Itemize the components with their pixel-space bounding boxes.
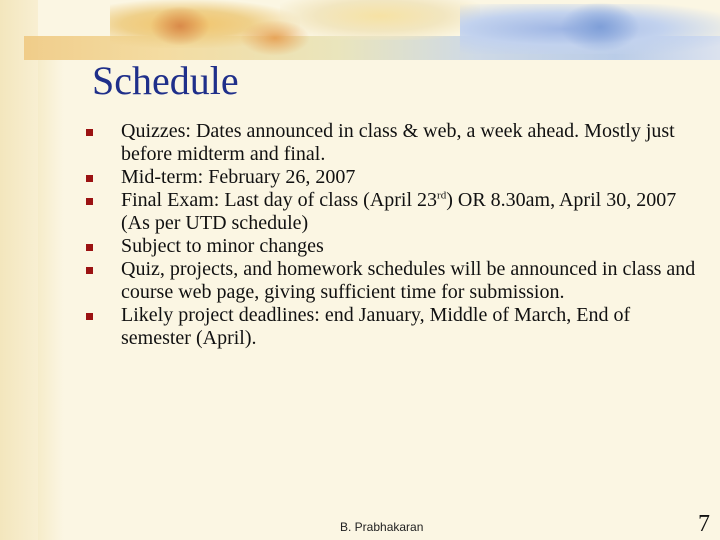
square-bullet-icon bbox=[86, 313, 93, 320]
bullet-text-before: Final Exam: Last day of class (April 23 bbox=[121, 189, 438, 211]
bullet-item bbox=[84, 304, 704, 350]
page-number: 7 bbox=[698, 511, 710, 537]
slide-title: Schedule bbox=[92, 58, 239, 103]
bullet-item bbox=[84, 189, 704, 235]
bullet-text: Likely project deadlines: end January, Middle of March, End of semester (April). bbox=[121, 304, 631, 349]
bullet-text-after: ) OR 8.30am, April 30, 2007 (As per UTD schedule) bbox=[121, 189, 677, 234]
bullet-text: Quizzes: Dates announced in class & web, a week ahead. Mostly just before midterm and final. bbox=[121, 120, 675, 165]
banner-pattern bbox=[280, 0, 480, 40]
square-bullet-icon bbox=[86, 244, 93, 251]
bullet-list bbox=[84, 120, 704, 350]
footer-author: B. Prabhakaran bbox=[340, 520, 424, 534]
left-decorative-band-inner bbox=[38, 60, 64, 540]
bullet-text: Subject to minor changes bbox=[121, 235, 324, 257]
header-decorative-banner bbox=[0, 0, 720, 62]
square-bullet-icon bbox=[86, 175, 93, 182]
square-bullet-icon bbox=[86, 267, 93, 274]
square-bullet-icon bbox=[86, 129, 93, 136]
square-bullet-icon bbox=[86, 198, 93, 205]
bullet-item bbox=[84, 120, 704, 166]
bullet-item bbox=[84, 258, 704, 304]
left-decorative-band bbox=[0, 0, 38, 540]
bullet-text: Mid-term: February 26, 2007 bbox=[121, 166, 356, 188]
banner-pattern bbox=[560, 2, 640, 52]
banner-pattern bbox=[150, 6, 210, 46]
bullet-text: Quiz, projects, and homework schedules will be announced in class and course web page, giving sufficient time for submission. bbox=[121, 258, 696, 303]
bullet-item bbox=[84, 166, 704, 189]
bullet-item bbox=[84, 235, 704, 258]
ordinal-suffix: rd bbox=[437, 189, 447, 202]
banner-pattern bbox=[240, 20, 310, 56]
